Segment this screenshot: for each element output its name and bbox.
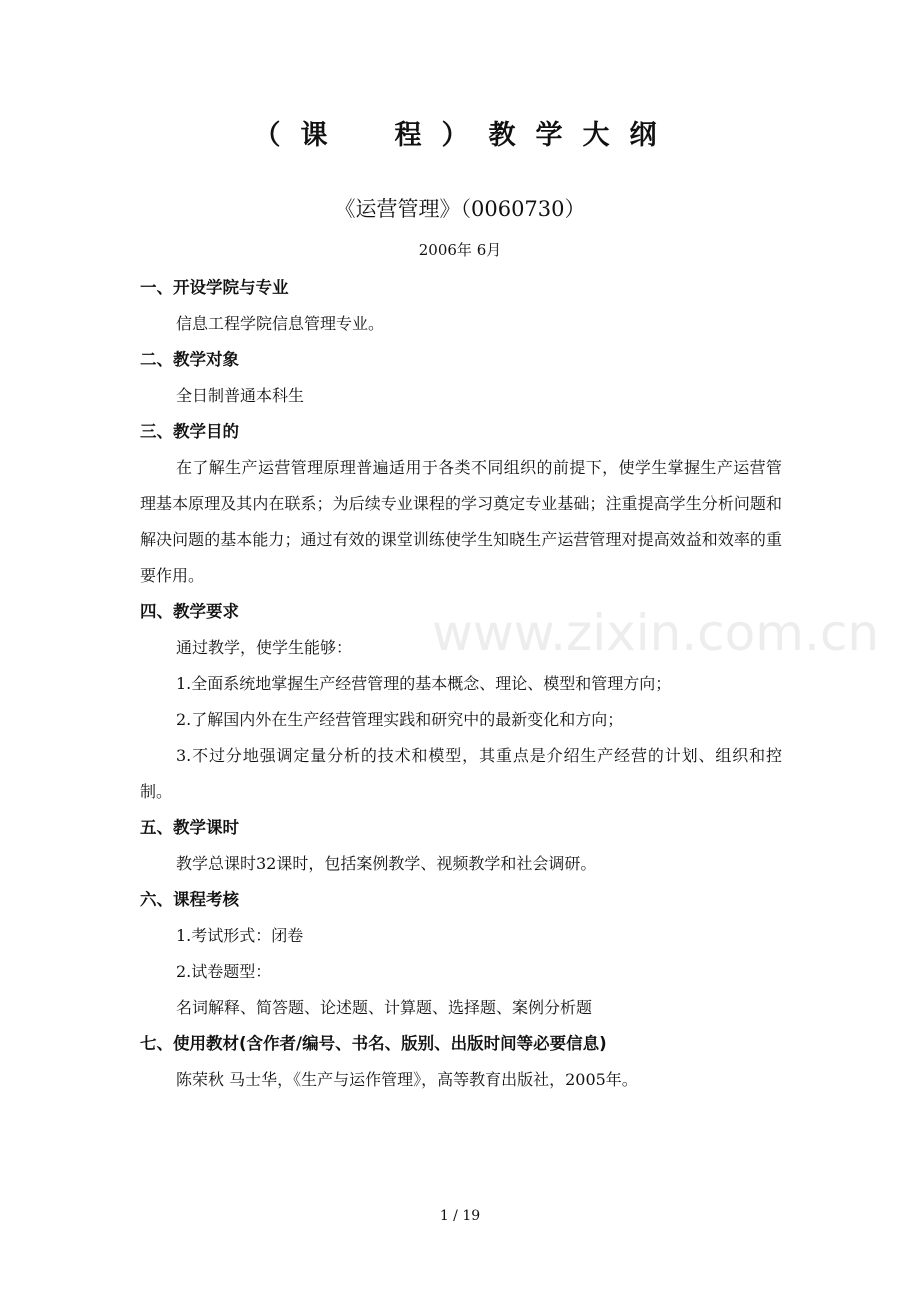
section-paragraph: 1.考试形式：闭卷 xyxy=(176,926,304,945)
section-paragraph: 1.全面系统地掌握生产经营管理的基本概念、理论、模型和管理方向； xyxy=(176,674,672,693)
section-heading: 六、课程考核 xyxy=(140,890,239,909)
section-paragraph: 名词解释、简答题、论述题、计算题、选择题、案例分析题 xyxy=(176,998,593,1017)
section-paragraph: 信息工程学院信息管理专业。 xyxy=(176,314,385,333)
section-paragraph: 陈荣秋 马士华，《生产与运作管理》，高等教育出版社，2005年。 xyxy=(176,1070,638,1089)
section-paragraph: 2.了解国内外在生产经营管理实践和研究中的最新变化和方向； xyxy=(176,710,624,729)
document-title: （课 程）教学大纲 xyxy=(253,120,677,151)
section-heading: 五、教学课时 xyxy=(140,818,239,837)
section-heading: 二、教学对象 xyxy=(140,350,239,369)
section-paragraph: 通过教学，使学生能够： xyxy=(176,638,353,657)
section-heading: 七、使用教材(含作者/编号、书名、版别、出版时间等必要信息) xyxy=(140,1034,607,1053)
section-paragraph: 2.试卷题型： xyxy=(176,962,272,981)
section-paragraph: 在了解生产运营管理原理普遍适用于各类不同组织的前提下，使学生掌握生产运营管理基本原理及其内在联系；为后续专业课程的学习奠定专业基础；注重提高学生分析问题和解决问题的基本能力；通过有效的课堂训练使学生知晓生产运营管理对提高效益和效率的重要作用。 xyxy=(140,458,782,585)
section-paragraph: 全日制普通本科生 xyxy=(176,386,305,405)
section-heading: 三、教学目的 xyxy=(140,422,239,441)
section-heading: 一、开设学院与专业 xyxy=(140,278,289,297)
watermark: www.zixin.com.cn xyxy=(432,604,880,662)
document-date: 2006年 6月 xyxy=(418,241,502,259)
course-name: 《运营管理》（0060730） xyxy=(334,197,586,221)
document-body xyxy=(140,270,880,1098)
section-heading: 四、教学要求 xyxy=(140,602,239,621)
page-number: 1 / 19 xyxy=(439,1208,481,1224)
section-paragraph: 教学总课时32课时，包括案例教学、视频教学和社会调研。 xyxy=(176,854,597,873)
section-paragraph: 3.不过分地强调定量分析的技术和模型，其重点是介绍生产经营的计划、组织和控制。 xyxy=(140,746,782,801)
